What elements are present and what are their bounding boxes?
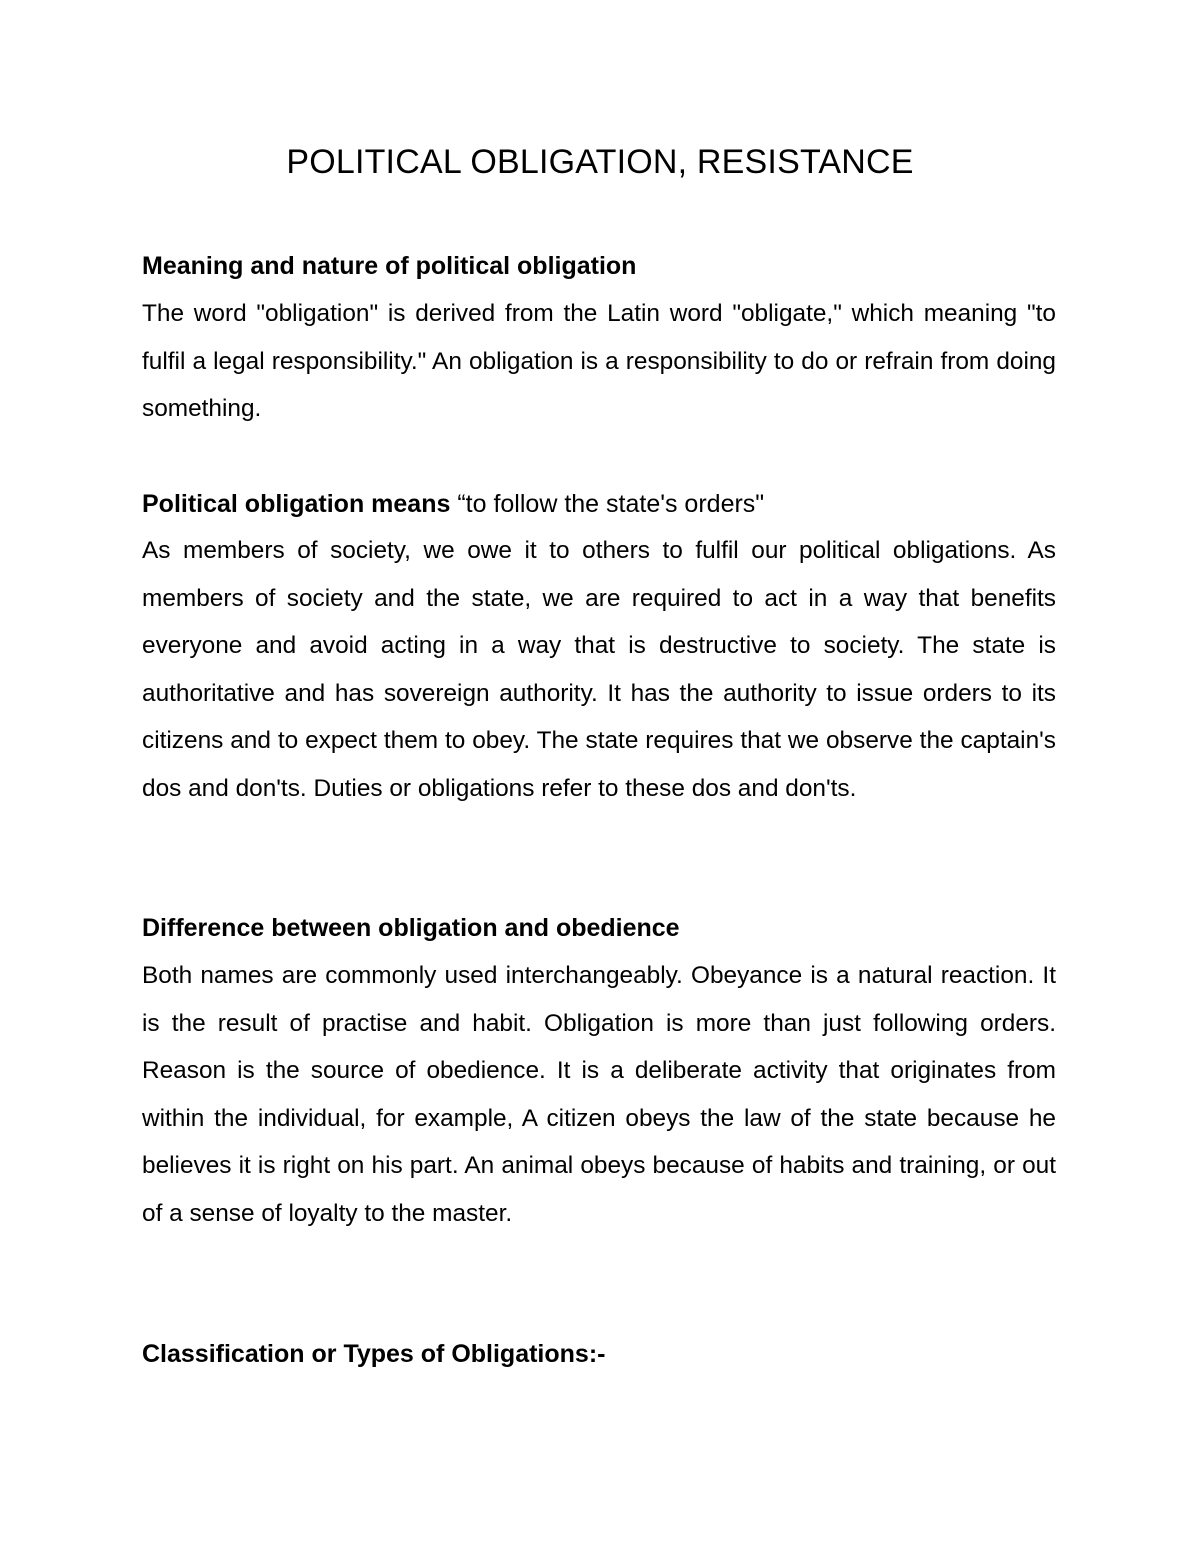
section-heading-classification: Classification or Types of Obligations:- — [142, 1340, 606, 1368]
section-body-difference: Both names are commonly used interchangeably. Obeyance is a natural reaction. It is the result of practise and habit. Obligation is more than just following orders. Reason is the source of obedience. It is a deliberate activity that originates from within the individual, for example, A citizen obeys the law of the state because he believes it is right on his part. An animal obeys because of habits and training, or out of a sense of loyalty to the master. — [142, 962, 1056, 1227]
section-body-meaning: The word "obligation" is derived from the Latin word "obligate," which meaning "to fulfil a legal responsibility." An obligation is a responsibility to do or refrain from doing something. — [142, 300, 1056, 422]
section-body-political-obligation: As members of society, we owe it to others to fulfil our political obligations. As members of society and the state, we are required to act in a way that benefits everyone and avoid acting in a way that is destructive to society. The state is authoritative and has sovereign authority. It has the authority to issue orders to its citizens and to expect them to obey. The state requires that we observe the captain's dos and don'ts. Duties or obligations refer to these dos and don'ts. — [142, 537, 1056, 802]
section-heading-difference: Difference between obligation and obedience — [142, 914, 680, 942]
document-title: POLITICAL OBLIGATION, RESISTANCE — [286, 143, 914, 181]
section-heading-political-obligation — [142, 488, 1062, 520]
section-heading-meaning: Meaning and nature of political obligation — [142, 252, 637, 280]
heading-plain-part: “to follow the state's orders" — [450, 490, 765, 518]
heading-bold-part: Political obligation means — [142, 490, 451, 518]
